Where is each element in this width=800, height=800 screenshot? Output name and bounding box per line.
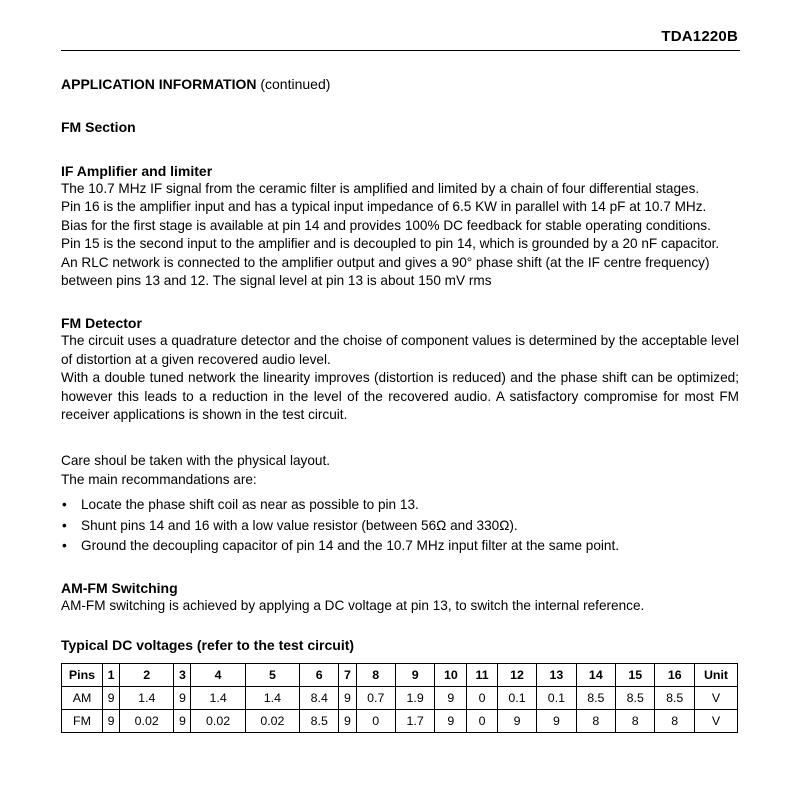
table-cell: 0.7	[356, 687, 395, 710]
list-item-text: Locate the phase shift coil as near as possible to pin 13.	[81, 497, 419, 513]
list-item	[61, 536, 739, 557]
table-cell: 9	[537, 710, 576, 733]
section-title	[61, 76, 739, 92]
table-cell: V	[695, 710, 738, 733]
table-header-cell: 5	[245, 664, 299, 687]
list-item	[61, 516, 739, 537]
table-cell: 0.02	[191, 710, 245, 733]
bullet-icon: •	[62, 497, 67, 513]
table-cell: AM	[62, 687, 103, 710]
table-cell: 8.5	[655, 687, 695, 710]
am-fm-switching-heading: AM-FM Switching	[61, 580, 178, 597]
table-header-cell: 14	[576, 664, 615, 687]
dc-table-title: Typical DC voltages (refer to the test circuit)	[61, 637, 355, 654]
table-header-cell: 12	[497, 664, 536, 687]
section-title-main: APPLICATION INFORMATION	[61, 76, 257, 92]
table-cell: 1.7	[395, 710, 434, 733]
section-title-suffix: (continued)	[260, 76, 331, 92]
table-header-cell: 9	[395, 664, 434, 687]
table-cell: 9	[174, 687, 191, 710]
table-header-cell: 10	[435, 664, 467, 687]
table-header-cell: Pins	[62, 664, 103, 687]
table-cell: 8.5	[300, 710, 339, 733]
if-amplifier-line: The 10.7 MHz IF signal from the ceramic filter is amplified and limited by a chain of four differential stages.	[61, 181, 700, 196]
table-cell: 1.9	[395, 687, 434, 710]
fm-detector-section	[61, 314, 739, 424]
recommendations-list	[61, 495, 739, 557]
table-header-cell: 15	[616, 664, 655, 687]
fm-detector-heading: FM Detector	[61, 315, 142, 332]
table-cell: 0.1	[537, 687, 576, 710]
table-header-cell: 16	[655, 664, 695, 687]
table-cell: 9	[103, 687, 120, 710]
am-fm-switching-section	[61, 579, 739, 615]
table-row-am	[62, 687, 738, 710]
table-cell: 0	[356, 710, 395, 733]
fm-detector-paragraph-2: With a double tuned network the linearity improves (distortion is reduced) and the phase shift can be optimized; however this leads to a reduction in the level of the recovered audio. A satisfactory compromise for most FM receiver applications is shown in the test circuit.	[61, 370, 739, 423]
header-rule	[61, 50, 740, 51]
table-cell: FM	[62, 710, 103, 733]
list-item-text: Ground the decoupling capacitor of pin 14 and the 10.7 MHz input filter at the same point.	[81, 538, 620, 554]
if-amplifier-line: Pin 16 is the amplifier input and has a typical input impedance of 6.5 KW in parallel with 14 pF at 10.7 MHz.	[61, 199, 707, 215]
table-header-cell: 8	[356, 664, 395, 687]
fm-detector-paragraph-1: The circuit uses a quadrature detector and the choise of component values is determined by the acceptable level of distortion at a given recovered audio level.	[61, 333, 739, 367]
table-cell: 9	[497, 710, 536, 733]
table-cell: 9	[103, 710, 120, 733]
if-amplifier-line: between pins 13 and 12. The signal level at pin 13 is about 150 mV rms	[61, 273, 492, 289]
fm-section-title: FM Section	[61, 119, 136, 135]
table-cell: V	[695, 687, 738, 710]
table-cell: 9	[339, 687, 356, 710]
table-cell: 0.1	[497, 687, 536, 710]
table-cell: 8.5	[576, 687, 615, 710]
table-header-cell: Unit	[695, 664, 738, 687]
table-cell: 0.02	[245, 710, 299, 733]
if-amplifier-line: Pin 15 is the second input to the amplifier and is decoupled to pin 14, which is grounded by a 20 nF capacitor.	[61, 236, 720, 252]
layout-notes-line-1: Care shoul be taken with the physical layout.	[61, 453, 331, 469]
table-cell: 0.02	[120, 710, 174, 733]
table-cell: 1.4	[245, 687, 299, 710]
part-number: TDA1220B	[661, 28, 738, 45]
table-cell: 8.5	[616, 687, 655, 710]
table-cell: 8.4	[300, 687, 339, 710]
dc-voltages-table	[61, 663, 738, 733]
table-cell: 9	[339, 710, 356, 733]
table-cell: 0	[467, 687, 497, 710]
table-header-cell: 6	[300, 664, 339, 687]
layout-notes-line-2: The main recommandations are:	[61, 471, 257, 487]
if-amplifier-heading: IF Amplifier and limiter	[61, 163, 213, 179]
table-row-fm	[62, 710, 738, 733]
am-fm-switching-text: AM-FM switching is achieved by applying a DC voltage at pin 13, to switch the internal reference.	[61, 598, 645, 614]
page-content	[61, 76, 739, 733]
table-cell: 9	[435, 710, 467, 733]
bullet-icon: •	[62, 538, 67, 554]
list-item-text: Shunt pins 14 and 16 with a low value resistor (between 56Ω and 330Ω).	[81, 517, 518, 533]
list-item	[61, 495, 739, 516]
table-cell: 9	[174, 710, 191, 733]
table-cell: 8	[576, 710, 615, 733]
bullet-icon: •	[62, 517, 67, 533]
layout-notes-section	[61, 452, 739, 557]
table-header-cell: 1	[103, 664, 120, 687]
table-header-cell: 2	[120, 664, 174, 687]
table-header-cell: 13	[537, 664, 576, 687]
table-cell: 8	[616, 710, 655, 733]
table-cell: 8	[655, 710, 695, 733]
if-amplifier-section	[61, 162, 739, 290]
table-header-row	[62, 664, 738, 687]
table-cell: 1.4	[120, 687, 174, 710]
table-header-cell: 7	[339, 664, 356, 687]
table-cell: 9	[435, 687, 467, 710]
table-cell: 0	[467, 710, 497, 733]
table-header-cell: 3	[174, 664, 191, 687]
table-cell: 1.4	[191, 687, 245, 710]
if-amplifier-line: Bias for the first stage is available at pin 14 and provides 100% DC feedback for stable operating conditions.	[61, 217, 711, 233]
table-header-cell: 11	[467, 664, 497, 687]
if-amplifier-line: An RLC network is connected to the amplifier output and gives a 90° phase shift (at the IF centre frequency)	[61, 254, 710, 270]
table-header-cell: 4	[191, 664, 245, 687]
